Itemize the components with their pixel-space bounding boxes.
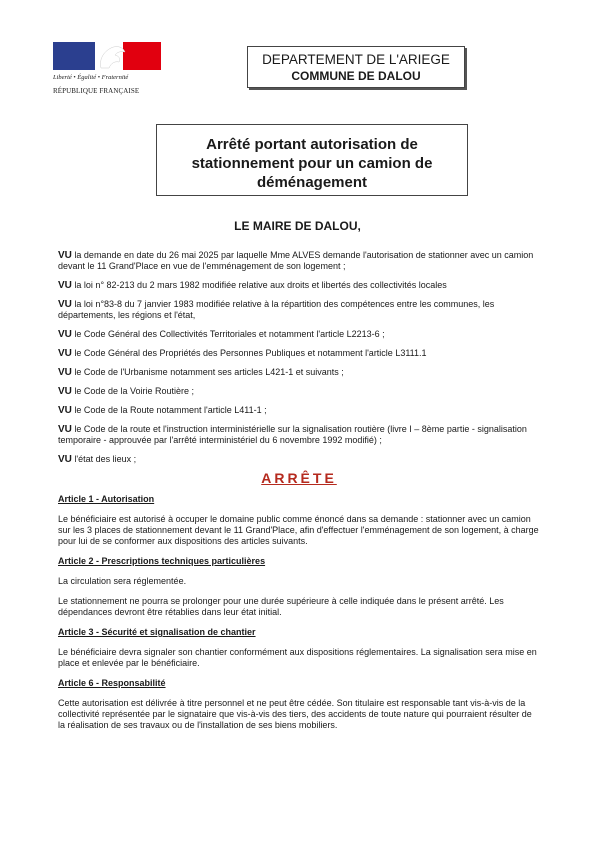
republic-label: RÉPUBLIQUE FRANÇAISE	[53, 87, 140, 95]
vu-clause	[58, 280, 540, 291]
arrete-heading: ARRÊTE	[261, 470, 337, 486]
vu-text: la loi n° 82-213 du 2 mars 1982 modifiée relative aux droits et libertés des collectivités locales	[74, 280, 447, 290]
article-heading: Article 6 - Responsabilité	[58, 678, 166, 688]
vu-clause	[58, 299, 540, 321]
vu-text: le Code Général des Propriétés des Personnes Publiques et notamment l'article L3111.1	[74, 348, 427, 358]
vu-text: la loi n°83-8 du 7 janvier 1983 modifiée relative à la répartition des compétences entre les communes, les départements, les régions et l'état,	[58, 299, 495, 320]
vu-tag: VU	[58, 280, 72, 291]
vu-text: le Code de la Route notamment l'article L411-1 ;	[74, 405, 267, 415]
vu-clause	[58, 329, 540, 340]
title-line-1: Arrêté portant autorisation de	[206, 136, 418, 153]
vu-tag: VU	[58, 329, 72, 340]
article-paragraph: Le stationnement ne pourra se prolonger pour une durée supérieure à celle indiquée dans le présent arrêté. Les dépendances devront être rétablies dans leur état initial.	[58, 596, 504, 617]
vu-tag: VU	[58, 250, 72, 261]
vu-tag: VU	[58, 386, 72, 397]
article-paragraph: Le bénéficiaire devra signaler son chantier conformément aux dispositions réglementaires. La signalisation sera mise en place et enlevée par le bénéficiaire.	[58, 647, 537, 668]
document-body	[58, 250, 540, 740]
vu-tag: VU	[58, 367, 72, 378]
commune-name: COMMUNE DE DALOU	[291, 69, 421, 83]
vu-text: le Code Général des Collectivités Territoriales et notamment l'article L2213-6 ;	[74, 329, 385, 339]
vu-clause	[58, 405, 540, 416]
vu-clause	[58, 367, 540, 378]
title-line-2: stationnement pour un camion de	[191, 155, 433, 172]
vu-tag: VU	[58, 424, 72, 435]
article-heading: Article 3 - Sécurité et signalisation de chantier	[58, 627, 256, 637]
department-name: DEPARTEMENT DE L'ARIEGE	[262, 52, 450, 67]
title-line-3: déménagement	[256, 174, 368, 191]
document-title	[156, 124, 468, 196]
vu-text: la demande en date du 26 mai 2025 par laquelle Mme ALVES demande l'autorisation de stationner avec un camion devant le 11 Grand'Place en vue de l'emménagement de son logement ;	[58, 250, 534, 271]
tricolour-flag-icon	[53, 42, 161, 70]
marianne-logo	[53, 42, 165, 95]
vu-clause	[58, 348, 540, 359]
vu-text: le Code de l'Urbanisme notamment ses articles L421-1 et suivants ;	[74, 367, 344, 377]
vu-text: le Code de la route et l'instruction interministérielle sur la signalisation routière (livre I – 8ème partie - signalisation temporaire - approuvée par l'arrêté interministériel du 6 novembre 1992 modifié) ;	[58, 424, 527, 445]
article-heading: Article 1 - Autorisation	[58, 494, 155, 504]
vu-text: le Code de la Voirie Routière ;	[74, 386, 194, 396]
article-paragraph: Cette autorisation est délivrée à titre personnel et ne peut être cédée. Son titulaire est responsable tant vis-à-vis de la collectivité représentée par le signataire que vis-à-vis des tiers, des accidents de toute nature qui pourraient résulter de la réalisation de ses travaux ou de l'installation de ses biens mobiliers.	[58, 698, 532, 730]
vu-text: l'état des lieux ;	[74, 454, 137, 464]
motto: Liberté • Égalité • Fraternité	[53, 74, 129, 81]
article-paragraph: Le bénéficiaire est autorisé à occuper le domaine public comme énoncé dans sa demande : stationner avec un camion sur les 3 places de stationnement devant le 11 Grand'Place, afin d'effectuer l'emménagement de son logement, à charge pour lui de se conformer aux dispositions des articles suivants.	[58, 514, 539, 546]
vu-tag: VU	[58, 299, 72, 310]
vu-clause	[58, 250, 540, 272]
vu-tag: VU	[58, 348, 72, 359]
vu-clause	[58, 386, 540, 397]
vu-clause	[58, 454, 540, 465]
mayor-heading: LE MAIRE DE DALOU,	[234, 219, 361, 233]
department-box	[247, 46, 465, 88]
article-paragraph: La circulation sera réglementée.	[58, 576, 187, 586]
vu-clause	[58, 424, 540, 446]
vu-tag: VU	[58, 405, 72, 416]
vu-tag: VU	[58, 454, 72, 465]
article-heading: Article 2 - Prescriptions techniques particulières	[58, 556, 266, 566]
